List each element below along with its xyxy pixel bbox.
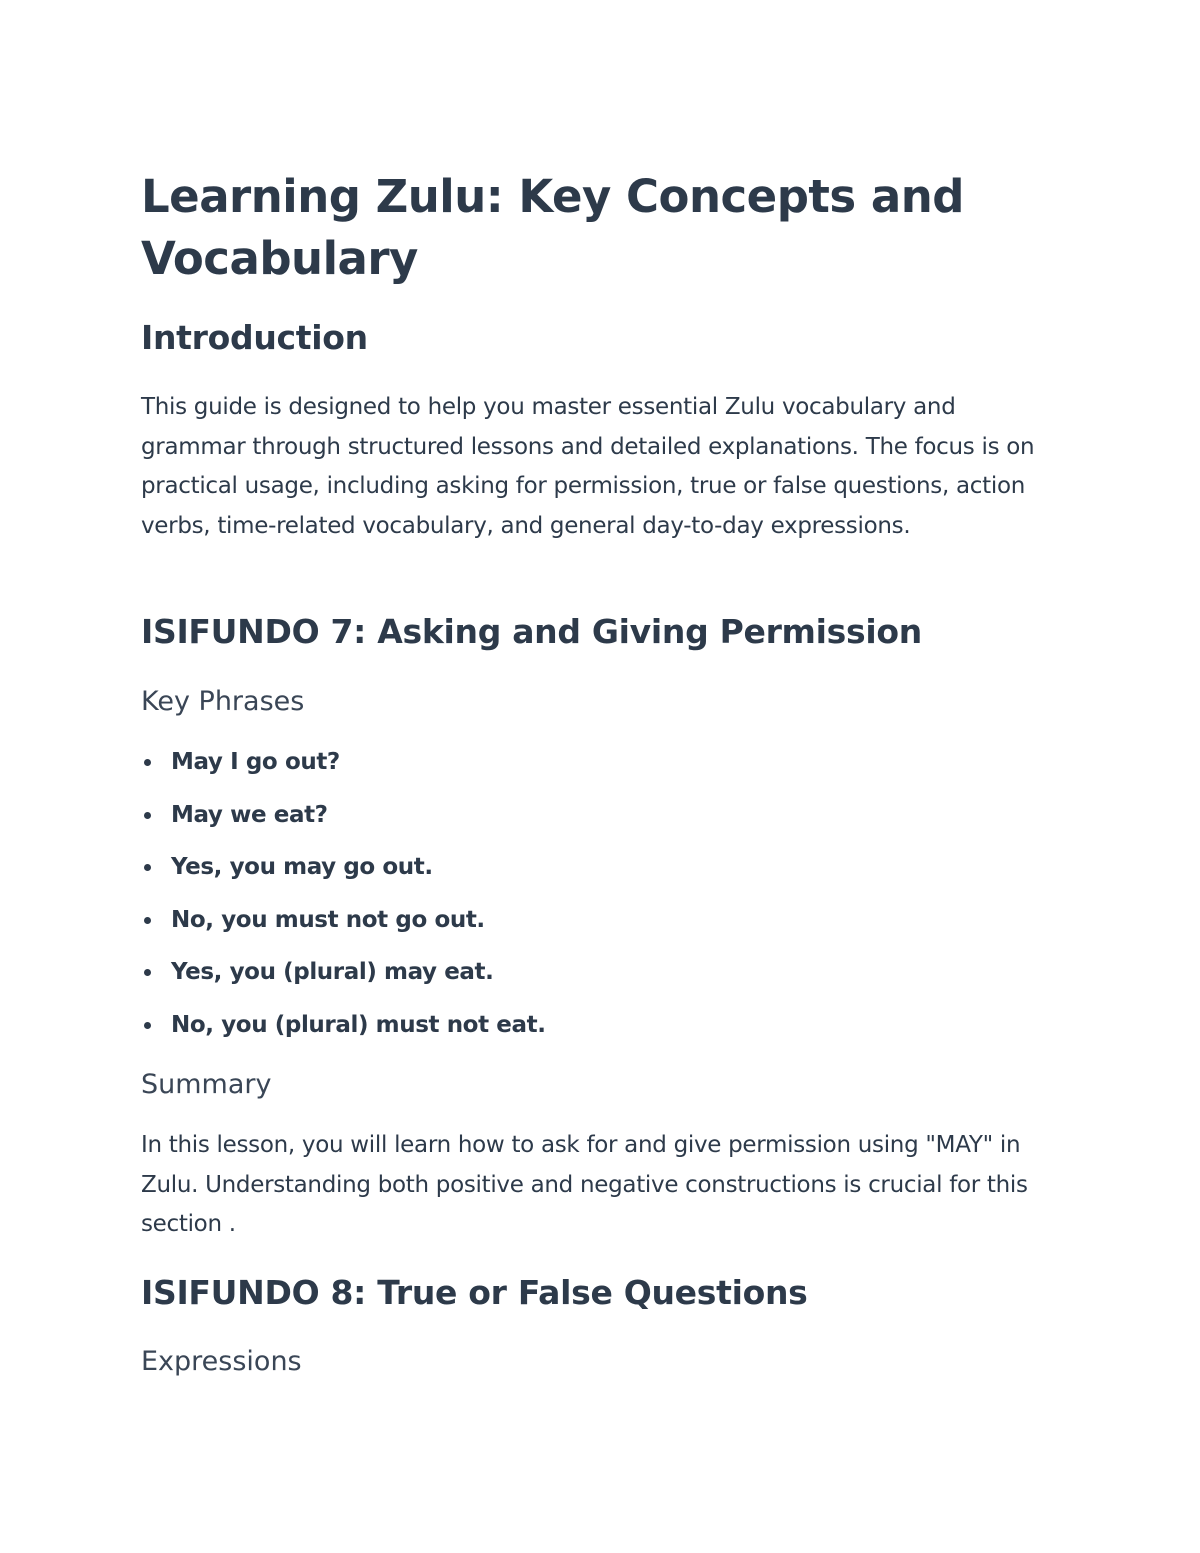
introduction-heading: Introduction [141, 318, 368, 357]
bullet-icon [144, 812, 151, 819]
bullet-icon [144, 864, 151, 871]
list-item [141, 902, 546, 955]
document-title: Learning Zulu: Key Concepts and Vocabulary [141, 170, 964, 285]
list-item [141, 954, 546, 1007]
bullet-icon [144, 969, 151, 976]
introduction-paragraph: This guide is designed to help you master essential Zulu vocabulary and grammar through structured lessons and detailed explanations. The focus is on practical usage, including asking for permission, true or false questions, action verbs, time-related vocabulary, and general day-to-day expressions. [141, 394, 1035, 539]
phrase-text: No, you (plural) must not eat. [171, 1011, 546, 1038]
bullet-icon [144, 917, 151, 924]
summary-paragraph: In this lesson, you will learn how to ask for and give permission using "MAY" in Zulu. Understanding both positive and negative constructions is crucial for this section . [141, 1132, 1028, 1237]
list-item [141, 744, 546, 797]
lesson7-heading: ISIFUNDO 7: Asking and Giving Permission [141, 612, 922, 651]
list-item [141, 1007, 546, 1060]
phrase-text: No, you must not go out. [171, 906, 485, 933]
summary-heading: Summary [141, 1069, 272, 1100]
expressions-heading: Expressions [141, 1346, 302, 1377]
lesson8-heading: ISIFUNDO 8: True or False Questions [141, 1273, 808, 1312]
phrase-text: Yes, you may go out. [171, 854, 433, 881]
bullet-icon [144, 759, 151, 766]
list-item [141, 849, 546, 902]
phrase-text: Yes, you (plural) may eat. [171, 959, 494, 986]
key-phrases-list [141, 744, 546, 1060]
phrase-text: May I go out? [171, 749, 340, 775]
list-item [141, 797, 546, 850]
phrase-text: May we eat? [171, 801, 328, 828]
key-phrases-heading: Key Phrases [141, 686, 305, 717]
bullet-icon [144, 1022, 151, 1029]
